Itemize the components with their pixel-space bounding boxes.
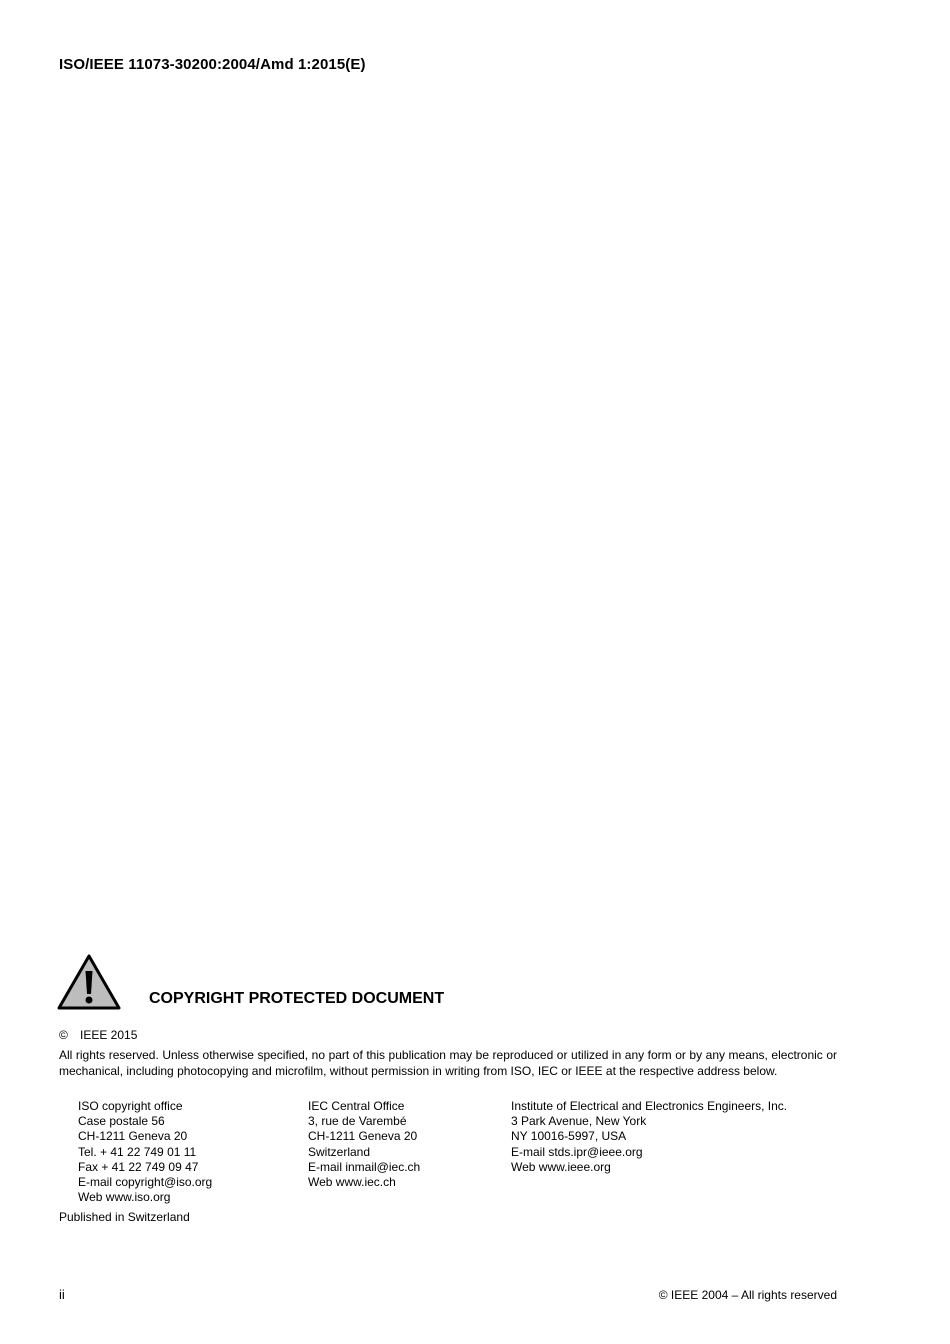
page-header-title: ISO/IEEE 11073-30200:2004/Amd 1:2015(E) — [59, 56, 366, 73]
ieee-email: E-mail stds.ipr@ieee.org — [511, 1144, 643, 1159]
iec-web: Web www.iec.ch — [308, 1175, 396, 1190]
footer-copyright: © IEEE 2004 – All rights reserved — [658, 1288, 837, 1302]
iec-address-line: 3, rue de Varembé — [308, 1114, 407, 1129]
iso-email: E-mail copyright@iso.org — [78, 1175, 213, 1190]
iso-fax: Fax + 41 22 749 09 47 — [78, 1159, 199, 1174]
ieee-address-block — [511, 1099, 787, 1175]
iec-email: E-mail inmail@iec.ch — [308, 1159, 421, 1174]
iso-address-line: CH-1211 Geneva 20 — [78, 1129, 188, 1144]
iec-address-line: IEC Central Office — [308, 1099, 405, 1113]
rights-paragraph: All rights reserved. Unless otherwise specified, no part of this publication may be reproduced or utilized in any form or by any means, electronic or mechanical, including photocopying and microfilm, without permission in writing from ISO, IEC or IEEE at the respective address below. — [59, 1048, 837, 1078]
iec-address-line: Switzerland — [308, 1144, 371, 1159]
iso-web: Web www.iso.org — [78, 1190, 171, 1205]
warning-triangle-icon — [57, 954, 121, 1010]
iec-address-line: CH-1211 Geneva 20 — [308, 1129, 418, 1144]
copyright-heading: COPYRIGHT PROTECTED DOCUMENT — [149, 990, 445, 1007]
ieee-address-line: 3 Park Avenue, New York — [511, 1114, 647, 1129]
iso-address-line: Case postale 56 — [78, 1114, 165, 1129]
ieee-web: Web www.ieee.org — [511, 1159, 611, 1174]
copyright-holder: IEEE 2015 — [80, 1028, 138, 1042]
ieee-address-line: NY 10016-5997, USA — [511, 1129, 627, 1144]
iso-phone: Tel. + 41 22 749 01 11 — [78, 1144, 197, 1159]
iso-address-block — [78, 1099, 212, 1205]
copyright-holder-line — [59, 1028, 137, 1042]
page-number: ii — [59, 1287, 65, 1302]
iec-address-block — [308, 1099, 420, 1190]
iso-address-line: ISO copyright office — [78, 1099, 183, 1113]
copyright-symbol: © — [59, 1028, 68, 1042]
published-location: Published in Switzerland — [59, 1210, 190, 1224]
ieee-address-line: Institute of Electrical and Electronics Engineers, Inc. — [511, 1099, 788, 1113]
